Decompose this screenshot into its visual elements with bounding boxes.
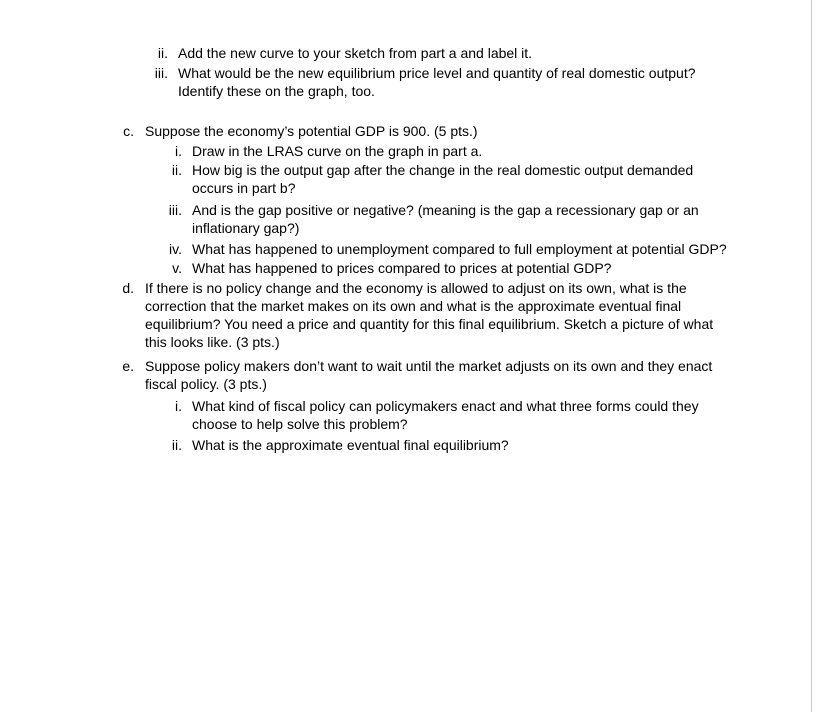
question-marker: e.	[122, 358, 134, 374]
list-item	[159, 161, 693, 197]
page-edge	[811, 0, 812, 712]
list-item	[159, 397, 699, 433]
item-marker: i.	[175, 398, 182, 414]
item-text: Draw in the LRAS curve on the graph in part a.	[192, 143, 483, 159]
list-item	[159, 240, 727, 258]
item-text: Add the new curve to your sketch from part a and label it.	[178, 45, 533, 61]
question-marker: d.	[122, 280, 134, 296]
item-text: What kind of fiscal policy can policymakers enact and what three forms could they choose to help solve this problem?	[192, 398, 699, 432]
item-text: What is the approximate eventual final equilibrium?	[192, 437, 509, 453]
list-item	[159, 201, 699, 237]
list-item	[144, 64, 696, 100]
item-marker: ii.	[171, 162, 182, 178]
item-marker: iii.	[154, 65, 168, 81]
item-marker: v.	[172, 260, 182, 276]
item-marker: i.	[175, 143, 182, 159]
item-text: What has happened to unemployment compared to full employment at potential GDP?	[192, 241, 727, 257]
list-item	[159, 259, 611, 277]
question-text: Suppose policy makers don’t want to wait until the market adjusts on its own and they enact fiscal policy. (3 pts.)	[145, 358, 713, 392]
question-c	[112, 122, 478, 140]
item-marker: ii.	[157, 45, 168, 61]
item-marker: iii.	[168, 202, 182, 218]
question-e	[112, 357, 712, 393]
list-item	[144, 44, 532, 62]
question-d	[112, 279, 713, 351]
item-marker: ii.	[171, 437, 182, 453]
question-text: If there is no policy change and the economy is allowed to adjust on its own, what is the correction that the market makes on its own and what is the approximate eventual final equilibrium? You need a price and quantity for this final equilibrium. Sketch a picture of what this looks like. (3 pts.)	[145, 280, 714, 350]
question-text: Suppose the economy’s potential GDP is 900. (5 pts.)	[145, 123, 478, 139]
item-text: What has happened to prices compared to prices at potential GDP?	[192, 260, 612, 276]
item-text: What would be the new equilibrium price level and quantity of real domestic output? Identify these on the graph, too.	[178, 65, 696, 99]
question-marker: c.	[123, 123, 134, 139]
item-marker: iv.	[169, 241, 182, 257]
item-text: And is the gap positive or negative? (meaning is the gap a recessionary gap or an inflationary gap?)	[192, 202, 699, 236]
list-item	[159, 142, 482, 160]
list-item	[159, 436, 509, 454]
item-text: How big is the output gap after the change in the real domestic output demanded occurs in part b?	[192, 162, 694, 196]
